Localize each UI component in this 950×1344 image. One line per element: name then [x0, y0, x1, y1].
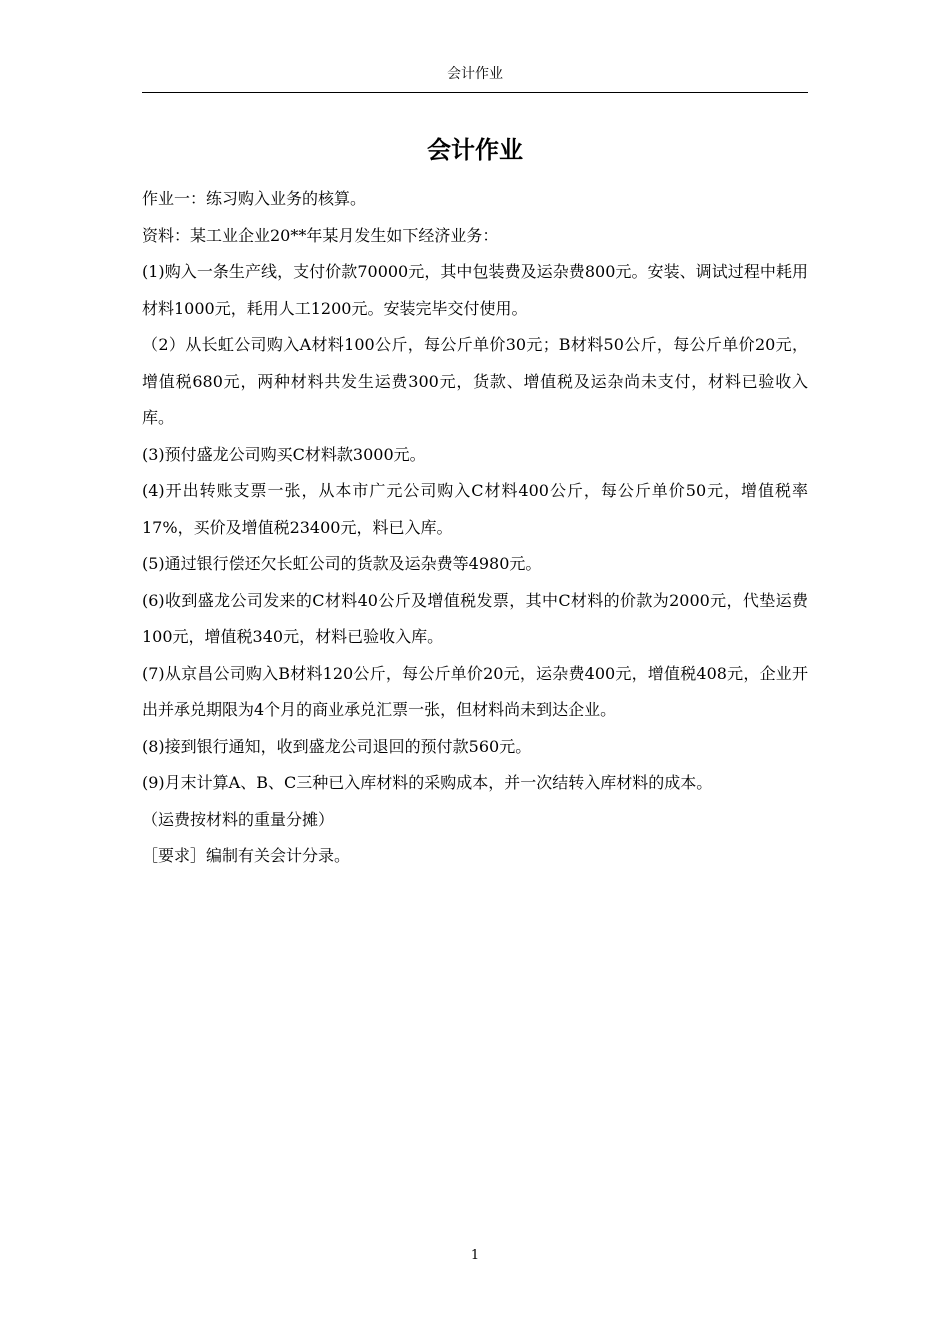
transaction-item-5: (5)通过银行偿还欠长虹公司的货款及运杂费等4980元。	[142, 554, 542, 573]
transaction-item-7: (7)从京昌公司购入B材料120公斤，每公斤单价20元，运杂费400元，增值税408元，企业开出并承兑期限为4个月的商业承兑汇票一张，但材料尚未到达企业。	[142, 663, 808, 719]
transaction-item-9: (9)月末计算A、B、C三种已入库材料的采购成本，并一次结转入库材料的成本。	[142, 773, 713, 792]
running-header: 会计作业	[447, 66, 503, 82]
document-title: 会计作业	[427, 136, 523, 164]
document-body	[142, 181, 808, 875]
transaction-item-3: (3)预付盛龙公司购买C材料款3000元。	[142, 444, 426, 464]
transaction-item-2: （2）从长虹公司购入A材料100公斤，每公斤单价30元；B材料50公斤，每公斤单价20元，增值税680元，两种材料共发生运费300元，货款、增值税及运杂尚未支付，材料已验收入库。	[142, 335, 808, 427]
source-statement: 资料：某工业企业20**年某月发生如下经济业务：	[142, 225, 499, 245]
requirement-statement: ［要求］编制有关会计分录。	[142, 846, 351, 865]
transaction-item-8: (8)接到银行通知，收到盛龙公司退回的预付款560元。	[142, 736, 532, 756]
transaction-item-1: (1)购入一条生产线，支付价款70000元，其中包装费及运杂费800元。安装、调试过程中耗用材料1000元，耗用人工1200元。安装完毕交付使用。	[142, 262, 808, 318]
allocation-note: （运费按材料的重量分摊）	[142, 809, 335, 829]
assignment-intro: 作业一：练习购入业务的核算。	[142, 189, 367, 208]
transaction-item-6: (6)收到盛龙公司发来的C材料40公斤及增值税发票，其中C材料的价款为2000元，代垫运费100元，增值税340元，材料已验收入库。	[142, 590, 808, 646]
header-divider	[142, 92, 808, 93]
transaction-item-4: (4)开出转账支票一张，从本市广元公司购入C材料400公斤，每公斤单价50元，增值税率17%，买价及增值税23400元，料已入库。	[142, 481, 808, 537]
page-number: 1	[470, 1248, 480, 1263]
